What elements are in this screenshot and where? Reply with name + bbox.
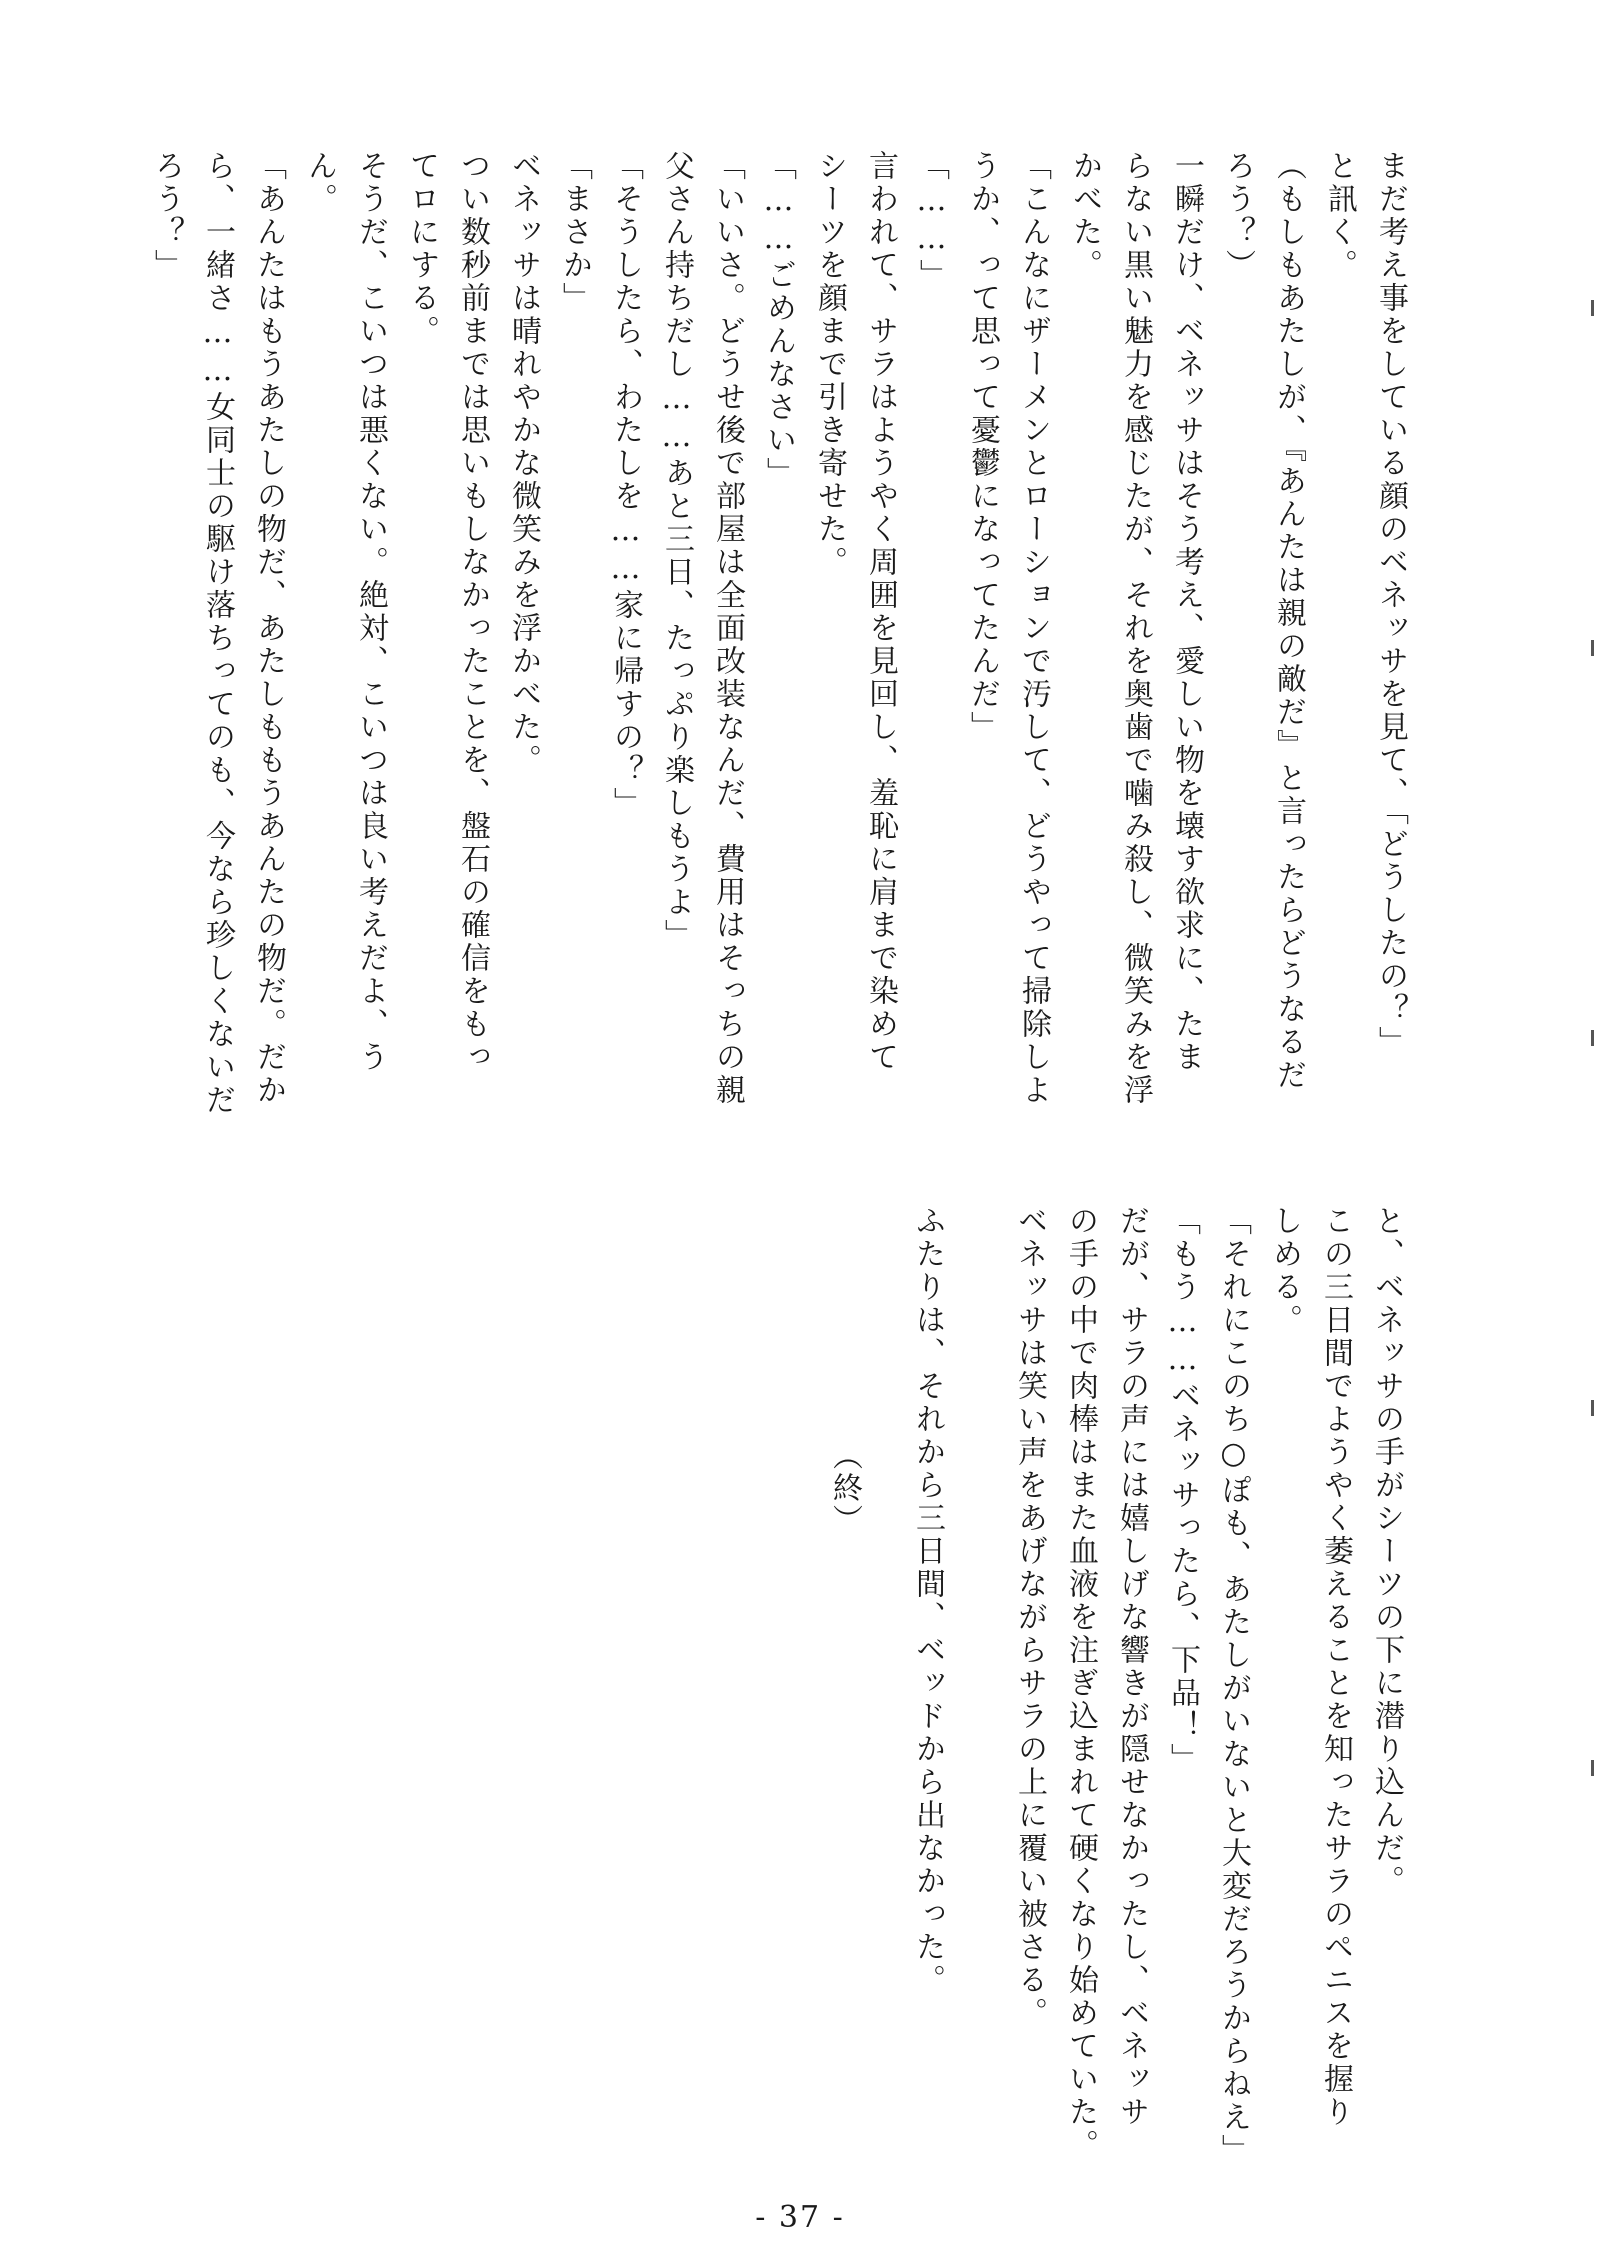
text-line: ら、一緒さ……女同士の駆け落ちってのも、今なら珍しくないだ — [200, 150, 235, 1117]
scan-edge-mark — [1591, 1030, 1594, 1046]
text-line: 「いいさ。どうせ後で部屋は全面改装なんだ、費用はそっちの親 — [710, 150, 745, 1107]
text-line: だが、サラの声には嬉しげな響きが隠せなかったし、ベネッサ — [1114, 1205, 1149, 2129]
text-line: てロにする。 — [404, 150, 439, 348]
text-line: 父さん持ちだし……あと三日、たっぷり楽しもうよ」 — [659, 150, 694, 952]
scan-edge-mark — [1591, 1760, 1594, 1776]
text-line: この三日間でようやく萎えることを知ったサラのペニスを握り — [1318, 1205, 1353, 2129]
scan-edge-mark — [1591, 640, 1594, 656]
text-line: うか、って思って憂鬱になってたんだ」 — [965, 150, 1000, 744]
text-line: ん。 — [302, 150, 337, 216]
blank-line — [953, 1205, 1004, 2085]
text-line: しめる。 — [1267, 1205, 1302, 1337]
text-line: 言われて、サラはようやく周囲を見回し、羞恥に肩まで染めて — [863, 150, 898, 1074]
text-line: ふたりは、それから三日間、ベッドから出なかった。 — [910, 1205, 945, 1997]
text-line: 「あんたはもうあたしの物だ、あたしももうあんたの物だ。だか — [251, 150, 286, 1107]
text-line: ベネッサは晴れやかな微笑みを浮かべた。 — [506, 150, 541, 777]
text-line: 「そうしたら、わたしを……家に帰すの？」 — [608, 150, 643, 820]
text-line: 「……ごめんなさい」 — [761, 150, 796, 490]
text-line: らない黒い魅力を感じたが、それを奥歯で噛み殺し、微笑みを浮 — [1118, 150, 1153, 1107]
text-line: と、ベネッサの手がシーツの下に潜り込んだ。 — [1369, 1205, 1404, 1898]
text-line: シーツを顔まで引き寄せた。 — [812, 150, 847, 579]
scan-edge-mark — [1591, 300, 1594, 316]
page-number: - 37 - — [755, 2200, 845, 2235]
text-line: 「それにこのち○ぽも、あたしがいないと大変だろうからねえ」 — [1216, 1205, 1251, 2167]
text-line: と訊く。 — [1322, 150, 1357, 282]
text-line: ろう？」 — [149, 150, 184, 282]
text-line: の手の中で肉棒はまた血液を注ぎ込まれて硬くなり始めていた。 — [1063, 1205, 1098, 2162]
text-line: （もしもあたしが、『あんたは親の敵だ』と言ったらどうなるだ — [1271, 150, 1306, 1092]
text-line: 「まさか」 — [557, 150, 592, 315]
text-line: ベネッサは笑い声をあげながらサラの上に覆い被さる。 — [1012, 1205, 1047, 2030]
text-line: まだ考え事をしている顔のベネッサを見て、「どうしたの？」 — [1373, 150, 1408, 1059]
bottom-text-block — [902, 1205, 1412, 2167]
top-text-block — [141, 150, 1416, 1130]
text-line: ろう？） — [1220, 150, 1255, 282]
scan-edge-mark — [1591, 1400, 1594, 1416]
text-line: かべた。 — [1067, 150, 1102, 282]
text-line: 一瞬だけ、ベネッサはそう考え、愛しい物を壊す欲求に、たま — [1169, 150, 1204, 1074]
end-mark: （終） — [827, 1440, 862, 1536]
text-line: 「こんなにザーメンとローションで汚して、どうやって掃除しよ — [1016, 150, 1051, 1107]
text-line: 「もう……ベネッサったら、下品！」 — [1165, 1205, 1200, 1776]
text-line: 「……」 — [914, 150, 949, 292]
text-line: そうだ、こいつは悪くない。絶対、こいつは良い考えだよ、う — [353, 150, 388, 1074]
text-line: つい数秒前までは思いもしなかったことを、盤石の確信をもっ — [455, 150, 490, 1074]
